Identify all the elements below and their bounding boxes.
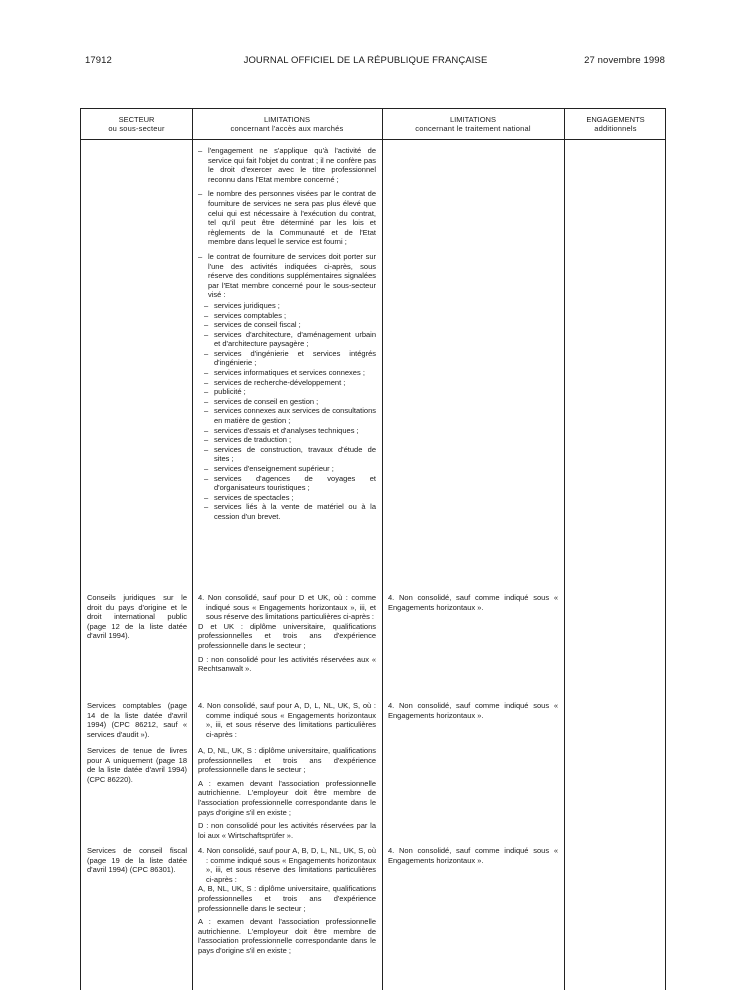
column-divider [564,109,565,990]
header-market-sub: concernant l'accès aux marchés [230,124,344,133]
market-text: A : examen devant l'association professionnelle autrichienne. L'employeur doit être membre de l'association professionnelle correspondante dans le pays d'origine s'il en existe ; [198,917,376,955]
condition-item: – l'engagement ne s'applique qu'à l'activité de service qui fait l'objet du contrat ; il ne confère pas le droit d'exercer avec le titre professionnel reconnu dans l'Etat membre concerné ; [198,146,376,184]
list-item: – services informatiques et services connexes ; [198,368,376,378]
column-divider [192,109,193,990]
market-text: D et UK : diplôme universitaire, qualifications professionnelles et trois ans d'expérience professionnelle dans le secteur ; [198,621,376,650]
header-market-title: LIMITATIONS [264,115,310,124]
list-item: – services d'architecture, d'aménagement urbain et d'architecture paysagère ; [198,330,376,349]
list-item: – services d'essais et d'analyses techniques ; [198,426,376,436]
list-item: – services connexes aux services de consultations en matière de gestion ; [198,406,376,425]
national-legal-advice: 4. Non consolidé, sauf comme indiqué sous « Engagements horizontaux ». [388,593,558,612]
condition-item: – le contrat de fourniture de services doit porter sur l'une des activités indiquées ci-après, sous réserve des conditions supplémentaires signalées par l'Etat membre concerné pour le sous-secteur visé : [198,252,376,300]
market-text: 4. Non consolidé, sauf pour A, D, L, NL, UK, S, où : comme indiqué sous « Engagements horizontaux », iii, et sous réserve des limitations particulières ci-après : [198,701,376,739]
condition-item: – le nombre des personnes visées par le contrat de fourniture de services ne sera pas plus élevé que celui qui est nécessaire à l'exécution du contrat, tel qu'il peut être déterminé par les lois et règlements de la Communauté et de l'Etat membre dans lequel le service est fourni ; [198,189,376,247]
issue-date: 27 novembre 1998 [584,55,665,66]
services-list [198,301,376,522]
sector-legal-advice: Conseils juridiques sur le droit du pays d'origine et le droit international public (page 12 de la liste datée d'avril 1994). [87,593,187,641]
market-tax-advice [198,846,376,960]
header-national-treatment [382,115,564,133]
header-additional [564,115,667,133]
list-item: – services de traduction ; [198,435,376,445]
market-accounting [198,701,376,739]
list-item: – services de conseil fiscal ; [198,320,376,330]
header-sector-sub: ou sous-secteur [108,124,165,133]
list-item: – services d'enseignement supérieur ; [198,464,376,474]
market-legal-advice [198,593,376,678]
sector-bookkeeping: Services de tenue de livres pour A uniquement (page 18 de la liste datée d'avril 1994) (CPC 86220). [87,746,187,784]
column-divider [382,109,383,990]
header-additional-sub: additionnels [594,124,637,133]
header-sector [81,115,192,133]
list-item: – services de spectacles ; [198,493,376,503]
market-text: D : non consolidé pour les activités réservées par la loi aux « Wirtschaftsprüfer ». [198,821,376,840]
list-item: – services d'agences de voyages et d'organisateurs touristiques ; [198,474,376,493]
header-market-access [192,115,382,133]
sector-accounting: Services comptables (page 14 de la liste datée d'avril 1994) (CPC 86212, sauf « services d'audit »). [87,701,187,739]
header-national-title: LIMITATIONS [450,115,496,124]
market-text: 4. Non consolidé, sauf pour D et UK, où : comme indiqué sous « Engagements horizontaux », iii, et sous réserve des limitations particulières ci-après : [198,593,376,622]
header-sector-title: SECTEUR [118,115,155,124]
list-item: – services de recherche-développement ; [198,378,376,388]
page-number: 17912 [85,55,112,66]
list-item: – services de conseil en gestion ; [198,397,376,407]
list-item: – services d'ingénierie et services intégrés d'ingénierie ; [198,349,376,368]
national-tax-advice: 4. Non consolidé, sauf comme indiqué sous « Engagements horizontaux ». [388,846,558,865]
continuation-block [198,146,376,522]
market-text: D : non consolidé pour les activités réservées aux « Rechtsanwalt ». [198,654,376,674]
market-bookkeeping [198,746,376,844]
journal-title: JOURNAL OFFICIEL DE LA RÉPUBLIQUE FRANÇAISE [243,55,488,66]
list-item: – services de construction, travaux d'étude de sites ; [198,445,376,464]
header-divider [81,139,665,140]
market-text: A : examen devant l'association professionnelle autrichienne. L'employeur doit être membre de l'association professionnelle correspondante dans le pays d'origine s'il en existe ; [198,778,376,817]
sector-tax-advice: Services de conseil fiscal (page 19 de la liste datée d'avril 1994) (CPC 86301). [87,846,187,875]
market-text: A, B, NL, UK, S : diplôme universitaire, qualifications professionnelles et trois ans d'expérience professionnelle dans le secteur ; [198,884,376,913]
market-text: A, D, NL, UK, S : diplôme universitaire, qualifications professionnelles et trois ans d'expérience professionnelle dans le secteur ; [198,746,376,775]
commitments-table [80,108,666,990]
market-text: 4. Non consolidé, sauf pour A, B, D, L, NL, UK, S, où : comme indiqué sous « Engagements horizontaux », iii, et sous réserve des limitations particulières ci-après : [198,846,376,884]
list-item: – services comptables ; [198,311,376,321]
list-item: – services juridiques ; [198,301,376,311]
national-accounting: 4. Non consolidé, sauf comme indiqué sous « Engagements horizontaux ». [388,701,558,720]
header-national-sub: concernant le traitement national [415,124,531,133]
header-additional-title: ENGAGEMENTS [586,115,645,124]
list-item: – services liés à la vente de matériel ou à la cession d'un brevet. [198,502,376,521]
list-item: – publicité ; [198,387,376,397]
